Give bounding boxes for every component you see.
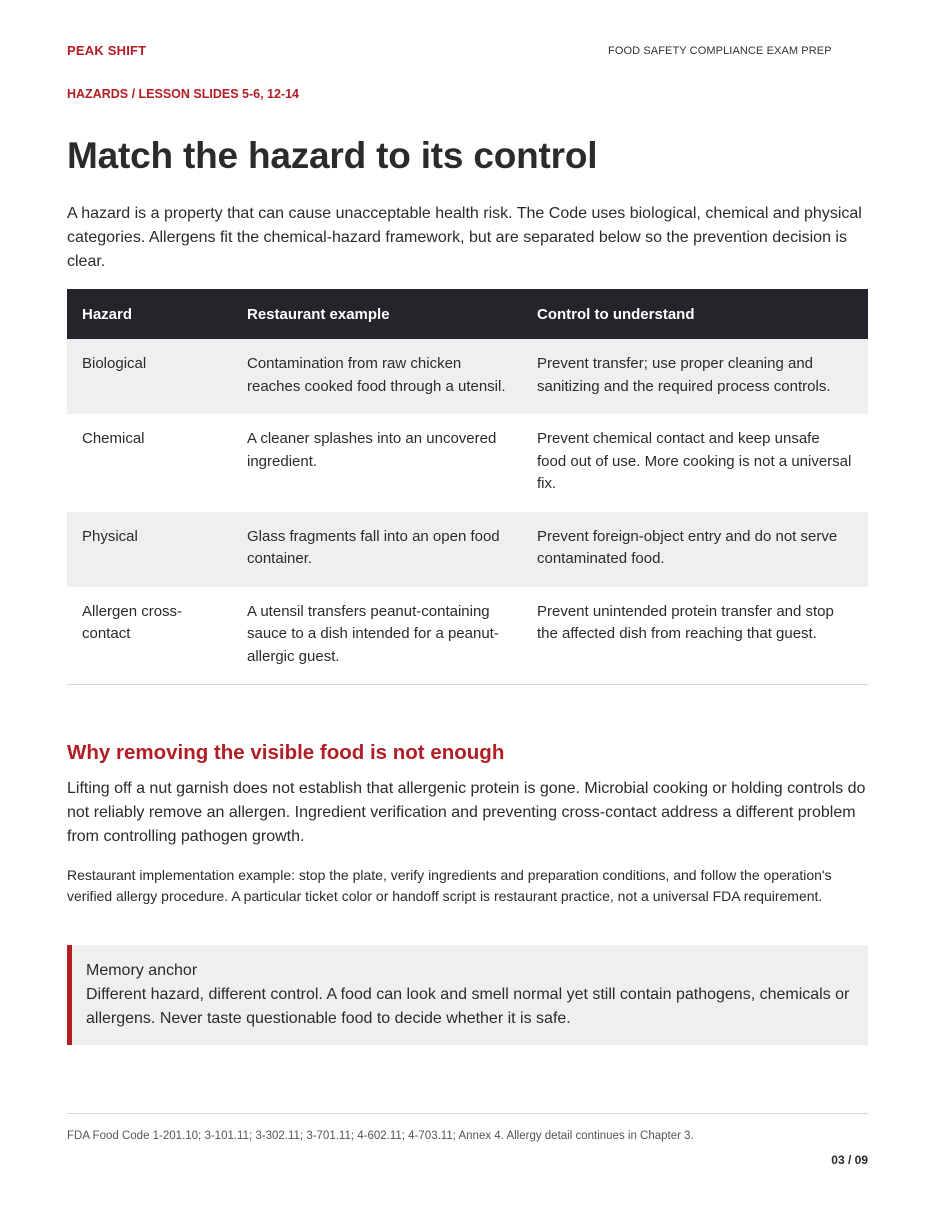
memory-anchor-callout [67, 945, 868, 1045]
table-row [67, 414, 868, 512]
example-cell: A utensil transfers peanut-containing sauce to a dish intended for a peanut-allergic guest. [232, 587, 522, 685]
hazard-cell: Allergen cross-contact [67, 587, 232, 685]
intro-paragraph: A hazard is a property that can cause unacceptable health risk. The Code uses biological, chemical and physical categories. Allergens fit the chemical-hazard framework, but are separated below so the prevention decision is clear. [67, 205, 862, 270]
control-cell: Prevent transfer; use proper cleaning and sanitizing and the required process controls. [522, 339, 868, 414]
page-title: Match the hazard to its control [67, 135, 598, 176]
footer-divider [67, 1113, 868, 1114]
page-number: 03 / 09 [831, 1153, 868, 1167]
implementation-note: Restaurant implementation example: stop the plate, verify ingredients and preparation conditions, and follow the operation's verified allergy procedure. A particular ticket color or handoff script is restaurant practice, not a universal FDA requirement. [67, 867, 832, 904]
callout-body: Different hazard, different control. A food can look and smell normal yet still contain pathogens, chemicals or allergens. Never taste questionable food to decide whether it is safe. [86, 986, 850, 1027]
control-cell: Prevent chemical contact and keep unsafe food out of use. More cooking is not a universal fix. [537, 430, 852, 492]
callout-label: Memory anchor [86, 962, 198, 979]
lesson-breadcrumb: HAZARDS / LESSON SLIDES 5-6, 12-14 [67, 87, 300, 101]
hazard-cell: Biological [67, 339, 232, 414]
control-cell: Prevent foreign-object entry and do not serve contaminated food. [522, 512, 868, 587]
table-row [67, 339, 868, 414]
hazard-control-table [67, 289, 868, 685]
column-header-control: Control to understand [522, 289, 868, 339]
hazard-cell: Physical [67, 512, 232, 587]
brand-name: PEAK SHIFT [67, 43, 147, 58]
table-row [67, 512, 868, 587]
column-header-hazard: Hazard [67, 289, 232, 339]
footer-references: FDA Food Code 1-201.10; 3-101.11; 3-302.11; 3-701.11; 4-602.11; 4-703.11; Annex 4. Allergy detail continues in Chapter 3. [67, 1130, 694, 1142]
control-cell: Prevent unintended protein transfer and stop the affected dish from reaching that guest. [522, 587, 868, 685]
column-header-example: Restaurant example [232, 289, 522, 339]
section-paragraph: Lifting off a nut garnish does not establish that allergenic protein is gone. Microbial cooking or holding controls do not reliably remove an allergen. Ingredient verification and preventing cross-contact address a different problem from controlling pathogen growth. [67, 780, 866, 845]
table-row [67, 587, 868, 685]
example-cell: Contamination from raw chicken reaches cooked food through a utensil. [232, 339, 522, 414]
section-heading: Why removing the visible food is not enough [67, 741, 505, 764]
example-cell: A cleaner splashes into an uncovered ingredient. [247, 430, 497, 470]
example-cell: Glass fragments fall into an open food container. [232, 512, 522, 587]
document-title: FOOD SAFETY COMPLIANCE EXAM PREP [608, 45, 832, 57]
table-header-row [67, 289, 868, 339]
hazard-cell: Chemical [82, 430, 145, 447]
